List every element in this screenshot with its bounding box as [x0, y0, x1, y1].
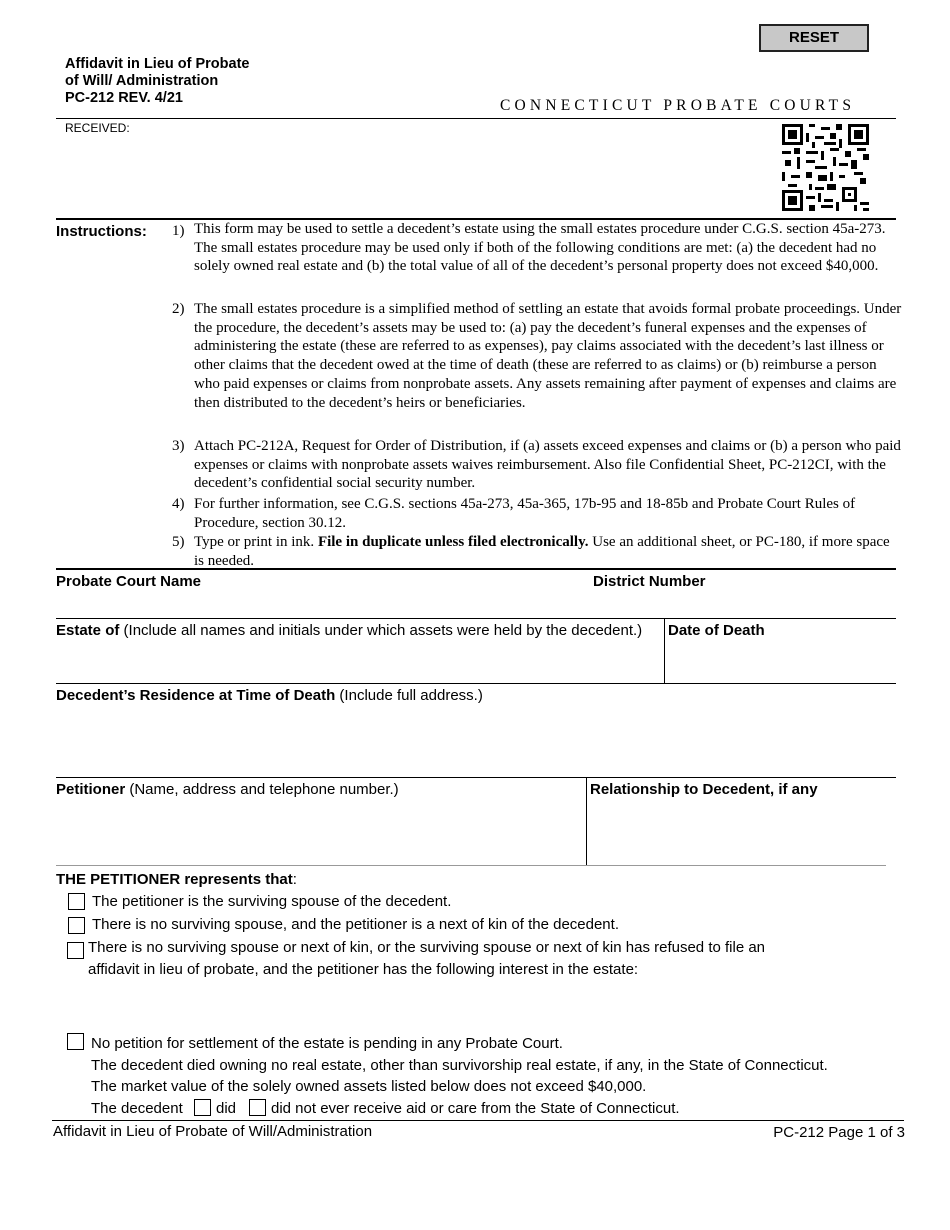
- header-rule: [56, 118, 896, 119]
- footer-rule: [52, 1120, 904, 1121]
- district-number-field[interactable]: [593, 573, 706, 590]
- surviving-spouse-checkbox[interactable]: [68, 893, 85, 910]
- received-label: RECEIVED:: [65, 121, 130, 135]
- instruction-number: 4): [172, 496, 185, 512]
- instructions-bottom-rule: [56, 568, 896, 570]
- instruction-3: [172, 437, 902, 493]
- no-petition-checkbox[interactable]: [67, 1033, 84, 1050]
- represents-heading: [56, 871, 297, 888]
- estate-of-note: (Include all names and initials under which assets were held by the decedent.): [119, 622, 643, 639]
- no-real-estate-statement: The decedent died owning no real estate, other than survivorship real estate, if any, in the State of Connecticut.: [91, 1057, 828, 1074]
- petitioner-field[interactable]: [56, 781, 399, 798]
- qr-code-icon: [782, 124, 869, 211]
- estate-of-label: Estate of: [56, 622, 120, 639]
- form-id: PC-212 REV. 4/21: [65, 90, 183, 106]
- estate-of-field[interactable]: [56, 622, 642, 639]
- instruction-5: [172, 533, 902, 570]
- petitioner-row-rule: [56, 865, 886, 866]
- represents-colon: :: [292, 871, 297, 888]
- residence-row-rule: [56, 777, 896, 778]
- reset-button[interactable]: RESET: [759, 24, 869, 52]
- relationship-label: Relationship to Decedent, if any: [590, 781, 818, 798]
- aid-did-label: did: [216, 1100, 237, 1117]
- instruction-number: 3): [172, 438, 185, 454]
- instruction-text-c: Use an additional sheet, or PC-180, if more space is needed.: [194, 534, 890, 569]
- estate-row-rule: [56, 683, 896, 684]
- estate-divider: [664, 619, 665, 683]
- surviving-spouse-label: The petitioner is the surviving spouse of the decedent.: [92, 893, 452, 910]
- relationship-field[interactable]: [590, 781, 818, 798]
- no-petition-label: No petition for settlement of the estate is pending in any Probate Court.: [91, 1035, 563, 1052]
- instruction-4: [172, 495, 902, 532]
- form-title-line-1: Affidavit in Lieu of Probate: [65, 56, 250, 72]
- market-value-statement: The market value of the solely owned assets listed below does not exceed $40,000.: [91, 1078, 647, 1095]
- form-title-line-2: of Will/ Administration: [65, 73, 219, 89]
- petitioner-note: (Name, address and telephone number.): [125, 781, 399, 798]
- instruction-text: For further information, see C.G.S. sections 45a-273, 45a-365, 17b-95 and 18-85b and Probate Court Rules of Procedure, section 30.12.: [194, 496, 856, 531]
- other-interest-label-1: There is no surviving spouse or next of kin, or the surviving spouse or next of kin has refused to file an: [88, 939, 766, 956]
- next-of-kin-checkbox[interactable]: [68, 917, 85, 934]
- petitioner-divider: [586, 778, 587, 865]
- footer-right: PC-212 Page 1 of 3: [773, 1124, 905, 1141]
- residence-label: Decedent’s Residence at Time of Death: [56, 687, 336, 704]
- instruction-text-bold: File in duplicate unless filed electronically.: [317, 534, 589, 550]
- aid-did-not-label: did not ever receive aid or care from the State of Connecticut.: [271, 1100, 680, 1117]
- district-number-label: District Number: [593, 573, 706, 590]
- decedent-aid-prefix: The decedent: [91, 1100, 183, 1117]
- instruction-text: Attach PC-212A, Request for Order of Distribution, if (a) assets exceed expenses and claims or (b) a person who paid expenses or claims with nonprobate assets waives reimbursement. Also file Confidential Sheet, PC-212CI, with the decedent’s confidential social security number.: [194, 438, 901, 492]
- instruction-text: The small estates procedure is a simplified method of settling an estate that avoids formal probate proceedings. Under the procedure, the decedent’s assets may be used to: (a) pay the decedent’s funeral expenses and the expenses of administering the estate (these are referred to as expenses), pay claims associated with the decedent’s last illness or other claims that the decedent owed at the time of death (these are referred to as claims) or (b) reimburse a person who paid expenses or claims from nonprobate assets. Any assets remaining after payment of expenses and claims are then distributed to the decedent’s heirs or beneficiaries.: [194, 301, 902, 411]
- instruction-number: 1): [172, 223, 185, 239]
- aid-did-not-checkbox[interactable]: [249, 1099, 266, 1116]
- probate-court-name-label: Probate Court Name: [56, 573, 202, 590]
- petitioner-label: Petitioner: [56, 781, 126, 798]
- form-title-block: [65, 56, 249, 107]
- other-interest-checkbox[interactable]: [67, 942, 84, 959]
- instruction-number: 5): [172, 534, 185, 550]
- residence-note: (Include full address.): [335, 687, 483, 704]
- date-of-death-field[interactable]: [668, 622, 765, 639]
- instruction-text: [194, 533, 902, 570]
- residence-field[interactable]: [56, 687, 483, 704]
- courts-heading: CONNECTICUT PROBATE COURTS: [500, 97, 856, 114]
- instruction-text-a: Type or print in ink.: [194, 534, 318, 550]
- represents-heading-text: THE PETITIONER represents that: [56, 871, 293, 888]
- instruction-text: This form may be used to settle a decedent’s estate using the small estates procedure under C.G.S. section 45a-273. The small estates procedure may be used only if both of the following conditions are met: (a) the decedent had no solely owned real estate and (b) the total value of all of the decedent’s personal property does not exceed $40,000.: [194, 221, 886, 275]
- aid-did-checkbox[interactable]: [194, 1099, 211, 1116]
- court-row-rule: [56, 618, 896, 619]
- next-of-kin-label: There is no surviving spouse, and the petitioner is a next of kin of the decedent.: [92, 916, 619, 933]
- instruction-number: 2): [172, 301, 185, 317]
- instructions-label: Instructions:: [56, 223, 147, 240]
- instruction-1: [172, 220, 902, 276]
- probate-court-name-field[interactable]: [56, 573, 201, 590]
- date-of-death-label: Date of Death: [668, 622, 765, 639]
- instruction-2: [172, 300, 902, 412]
- footer-left: Affidavit in Lieu of Probate of Will/Administration: [53, 1123, 373, 1140]
- other-interest-label-2: affidavit in lieu of probate, and the petitioner has the following interest in the estate:: [88, 961, 639, 978]
